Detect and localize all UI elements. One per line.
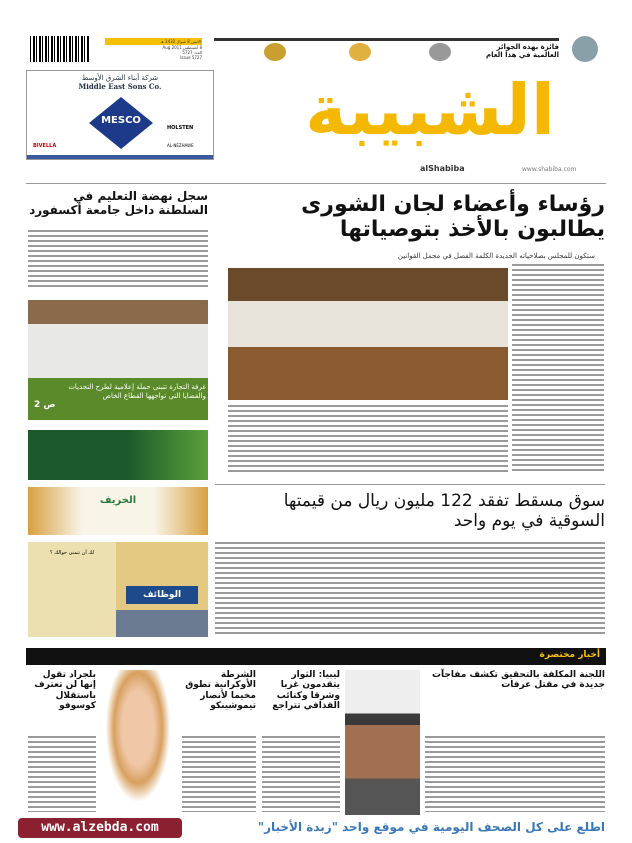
briefs-title: أخبار مختصرة <box>539 650 600 660</box>
jobs-label: الوظائف <box>126 586 198 604</box>
issue-date-box <box>105 38 202 62</box>
awards-strip <box>214 38 559 62</box>
oxford-body <box>28 230 208 290</box>
ad-side-brand: BIVELLA <box>33 143 57 149</box>
issue-date-line: 8 أغسطس 2011 Aug <box>162 45 202 50</box>
footer-promo: اطلع على كل الصحف اليومية في موقع واحد "زبدة الأخبار" <box>257 820 605 834</box>
market-headline: سوق مسقط تفقد 122 مليون ريال من قيمتها السوقية في يوم واحد <box>283 491 605 531</box>
brief-headline: الشرطة الأوكرانية تطوق مخيما لأنصار تيموشينكو <box>182 670 256 711</box>
chamber-caption: غرفة التجارة تتبنى حملة إعلامية لطرح التحديات والقضايا التي تواجهها القطاع الخاص <box>68 383 206 401</box>
seal-icon <box>572 36 598 62</box>
shura-photo <box>228 268 508 400</box>
masthead-logo: الشبيبة <box>305 69 555 151</box>
page-ref: ص 2 <box>34 400 56 410</box>
ad-title-ar: شركة أبناء الشرق الأوسط <box>81 74 159 82</box>
footer-site-link[interactable]: www.alzebda.com <box>18 818 182 838</box>
awards-text: فائزة بهذه الجوائز العالمية في هذا العام <box>485 43 559 60</box>
mesco-ad <box>26 70 214 160</box>
site-url: www.shabiba.com <box>522 166 577 173</box>
jobs-question: لك أن تتمنى حوالك ؟ <box>49 550 95 556</box>
green-ad <box>28 430 208 480</box>
lead-body-right <box>512 264 604 472</box>
brief-headline: اللجنة المكلفة بالتحقيق تكشف مفاجآت جديدة في مقتل عرفات <box>425 670 605 691</box>
briefs-bar <box>26 648 606 665</box>
issue-date-line: العدد 5727 <box>182 50 202 55</box>
award-badge <box>429 43 451 61</box>
ad-brand: MESCO <box>101 115 141 126</box>
brief-body <box>182 736 256 812</box>
khareef-label: الخريف <box>99 495 137 506</box>
khareef-ad <box>28 487 208 535</box>
ad-side-brand: HOLSTEN <box>167 125 194 131</box>
ad-side-brand: AL-NEZHAWE <box>167 143 194 148</box>
lead-headline: رؤساء وأعضاء لجان الشورى يطالبون بالأخذ بتوصياتها <box>301 192 605 243</box>
brief-body <box>425 736 605 812</box>
lead-subhead: ستكون للمجلس بصلاحياته الجديدة الكلمة الفصل في مجمل القوانين <box>397 252 595 260</box>
brief-headline: بلجراد تقول إنها لن تعترف باستقلال كوسوفو <box>28 670 96 711</box>
award-badge <box>264 43 286 61</box>
oxford-headline: سجل نهضة التعليم في السلطنة داخل جامعة أكسفورد <box>29 189 208 217</box>
brief-body <box>262 736 340 812</box>
tymoshenko-photo <box>100 670 176 815</box>
barcode <box>30 36 90 62</box>
award-badge <box>349 43 371 61</box>
issue-date-line: Issue 5727 <box>180 55 202 60</box>
brief-body <box>28 736 96 812</box>
arafat-photo <box>345 670 420 815</box>
brief-headline: ليبيا: الثوار يتقدمون غربا وشرقا وكتائب القذافي تتراجع <box>262 670 340 711</box>
masthead-logo-latin: alShabiba <box>420 164 465 173</box>
ad-title-en: Middle East Sons Co. <box>78 82 162 91</box>
lead-body <box>228 405 508 473</box>
issue-date-line: الاثنين 8 شوال 1432 هـ <box>105 38 202 45</box>
jobs-ad <box>28 542 208 637</box>
market-body <box>215 542 605 635</box>
